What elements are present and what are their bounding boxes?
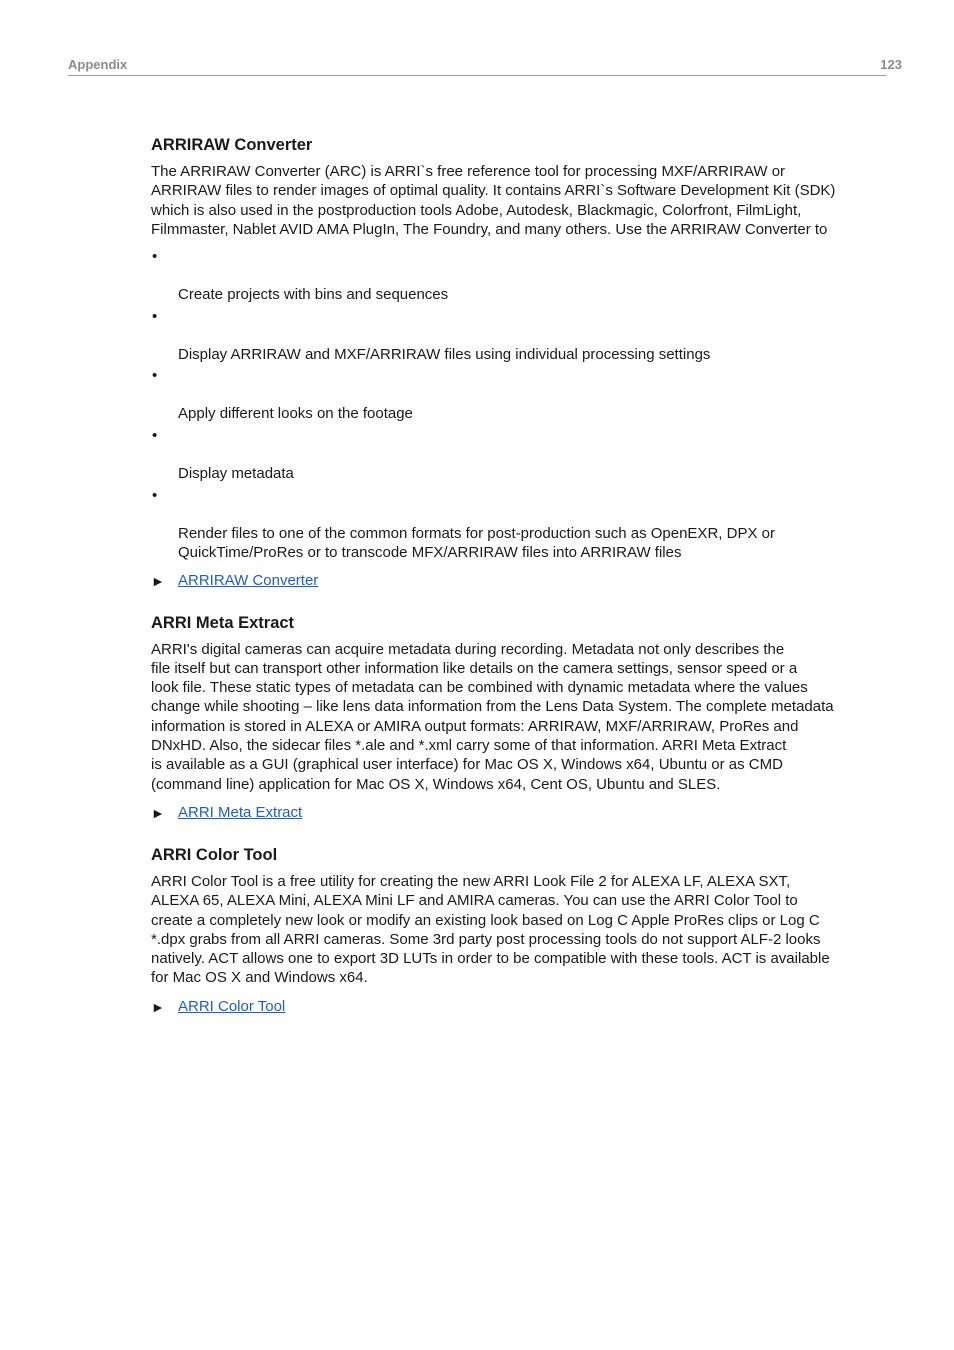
page-header (68, 55, 902, 76)
bullet-icon: • (152, 426, 158, 444)
list-item-text: Render files to one of the common formats for post-production such as OpenEXR, DPX or QuickTime/ProRes or to transcode MFX/ARRIRAW files into ARRIRAW files (178, 524, 775, 561)
bullet-icon: • (152, 367, 158, 385)
arri-color-tool-link[interactable]: ARRI Color Tool (178, 997, 286, 1015)
list-item (151, 307, 891, 364)
link-row (151, 803, 891, 823)
list-item (151, 366, 891, 423)
section-body: ARRI's digital cameras can acquire metadata during recording. Metadata not only describes the file itself but can transport other information like details on the camera settings, sensor speed or a look file. These static types of metadata can be combined with dynamic metadata where the values change while shooting – like lens data information from the Lens Data System. The complete metadata information is stored in ALEXA or AMIRA output formats: ARRIRAW, MXF/ARRIRAW, ProRes and DNxHD. Also, the sidecar files *.ale and *.xml carry some of that information. ARRI Meta Extract is available as a GUI (graphical user interface) for Mac OS X, Windows x64, Ubuntu or as CMD (command line) application for Mac OS X, Windows x64, Cent OS, Ubuntu and SLES. (151, 640, 834, 793)
section-arri-meta-extract (151, 612, 891, 823)
section-body: The ARRIRAW Converter (ARC) is ARRI`s free reference tool for processing MXF/ARRIRAW or ARRIRAW files to render images of optimal quality. It contains ARRI`s Software Development Kit (SDK) which is also used in the postproduction tools Adobe, Autodesk, Blackmagic, Colorfront, FilmLight, Filmmaster, Nablet AVID AMA PlugIn, The Foundry, and many others. Use the ARRIRAW Converter to (151, 163, 836, 238)
section-arriraw-converter (151, 134, 891, 591)
list-item-text: Apply different looks on the footage (178, 405, 413, 423)
bullet-list (151, 247, 891, 561)
list-item-text: Create projects with bins and sequences (178, 286, 449, 304)
bullet-icon: • (152, 307, 158, 325)
list-item-text: Display metadata (178, 464, 294, 482)
list-item (151, 426, 891, 483)
section-arri-color-tool (151, 844, 891, 1017)
list-item (151, 247, 891, 304)
list-item-text: Display ARRIRAW and MXF/ARRIRAW files using individual processing settings (178, 345, 711, 363)
section-title: ARRIRAW Converter (151, 136, 313, 154)
arriraw-converter-link[interactable]: ARRIRAW Converter (178, 571, 319, 589)
link-row (151, 997, 891, 1017)
section-title: ARRI Meta Extract (151, 613, 295, 632)
header-section-label: Appendix (68, 57, 128, 72)
page-number: 123 (880, 57, 902, 72)
arri-meta-extract-link[interactable]: ARRI Meta Extract (178, 803, 303, 821)
arrow-right-icon: ► (151, 572, 165, 589)
page-content (151, 134, 891, 1038)
link-row (151, 571, 891, 591)
arrow-right-icon: ► (151, 804, 165, 821)
arrow-right-icon: ► (151, 998, 165, 1015)
section-title: ARRI Color Tool (151, 845, 278, 864)
bullet-icon: • (152, 248, 158, 266)
bullet-icon: • (152, 486, 158, 504)
list-item (151, 486, 891, 562)
section-body: ARRI Color Tool is a free utility for creating the new ARRI Look File 2 for ALEXA LF, ALEXA SXT, ALEXA 65, ALEXA Mini, ALEXA Mini LF and AMIRA cameras. You can use the ARRI Color Tool to create a completely new look or modify an existing look based on Log C Apple ProRes clips or Log C *.dpx grabs from all ARRI cameras. Some 3rd party post processing tools do not support ALF-2 looks natively. ACT allows one to export 3D LUTs in order to be compatible with these tools. ACT is available for Mac OS X and Windows x64. (151, 872, 830, 987)
